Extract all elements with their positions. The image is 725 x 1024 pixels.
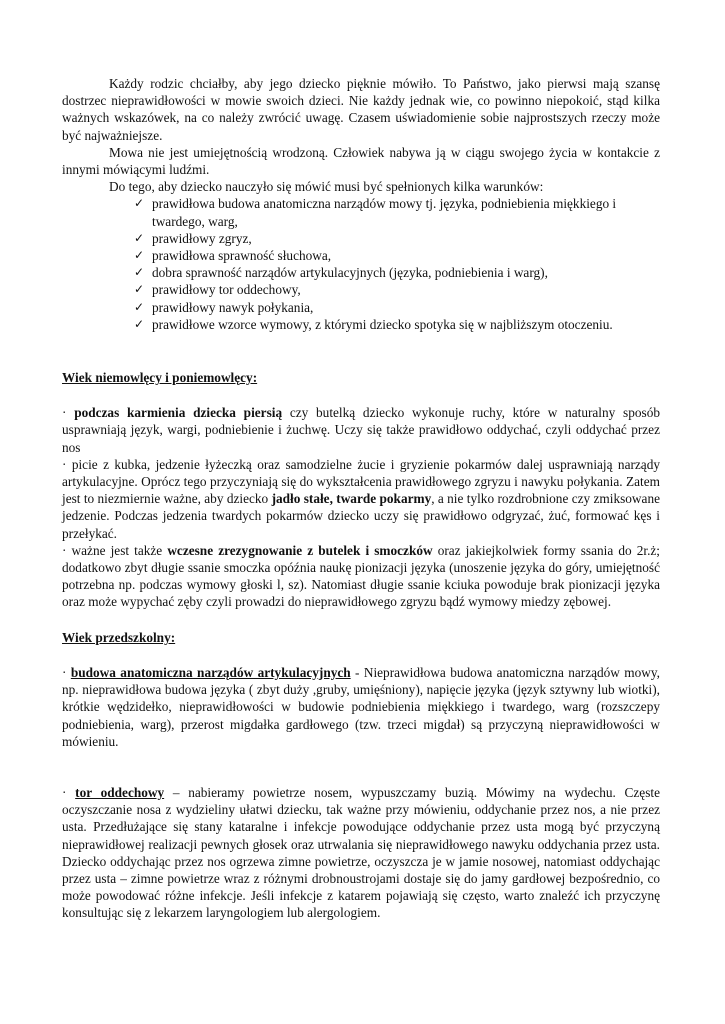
paragraph-breathing: · tor oddechowy – nabieramy powietrze nosem, wypuszczamy buzią. Mówimy na wydechu. Częste oczyszczanie nosa z wydzieliny ułatwi dziecku, tak ważne przy mówieniu, oddychanie przez nos, a nie przez usta. Przedłużające się stany kataralne i infekcje powodujące oddychanie przez usta mogą być przyczyną nieprawidłowej realizacji pewnych głosek oraz utrwalania się nieprawidłowego nawyku oddychania przez usta. Dziecko oddychając przez nos ogrzewa zimne powietrze, oczyszcza je w jamie nosowej, natomiast oddychając przez usta – zimne powietrze wraz z różnymi drobnoustrojami dostaje się do jamy gardłowej bezpośrednio, co może powodować różne infekcje. Jeśli infekcje z katarem pojawiają się często, warto znaleźć ich przyczynę konsultując się z lekarzem laryngologiem lub alergologiem.: [62, 784, 660, 921]
checkmark-icon: ✓: [134, 316, 145, 331]
checkmark-icon: ✓: [134, 265, 145, 280]
paragraph-anatomy: · budowa anatomiczna narządów artykulacyjnych - Nieprawidłowa budowa anatomiczna narządów mowy, np. nieprawidłowa budowa języka ( zbyt duży ,gruby, umięśniony), napięcie języka (język sztywny lub wiotki), krótkie wędzidełko, nieprawidłowości w budowie podniebienia miękkiego i twardego, warg (rozszczepy podniebienia, warg), przerost migdałka gardłowego (tzw. trzeci migdał) są przyczyną nieprawidłowości w mówieniu.: [62, 664, 660, 749]
list-item: ✓ prawidłowa budowa anatomiczna narządów mowy tj. języka, podniebienia miękkiego i twardego, warg,: [134, 196, 617, 229]
section-heading-infant: Wiek niemowlęcy i poniemowlęcy:: [62, 370, 258, 386]
conditions-list: [62, 195, 660, 333]
list-item: ✓ dobra sprawność narządów artykulacyjnych (języka, podniebienia i warg),: [134, 265, 548, 281]
list-item: ✓ prawidłowy tor oddechowy,: [134, 282, 301, 298]
intro-paragraph-3: Do tego, aby dziecko nauczyło się mówić musi być spełnionych kilka warunków:: [109, 179, 544, 195]
checkmark-icon: ✓: [134, 299, 145, 314]
paragraph-breastfeeding: · podczas karmienia dziecka piersią czy butelką dziecko wykonuje ruchy, które w naturalny sposób usprawniają język, wargi, podniebienie i żuchwę. Uczy się także prawidłowo oddychać, czyli oddychać przez nos: [62, 405, 660, 455]
paragraph-solid-food: · picie z kubka, jedzenie łyżeczką oraz samodzielne żucie i gryzienie pokarmów dalej usprawniają narządy artykulacyjne. Oprócz tego przyczyniają się do wykształcenia prawidłowego zgryzu i nawyku połykania. Zatem jest to niezmiernie ważne, aby dziecko jadło stałe, twarde pokarmy, a nie tylko rozdrobnione czy zmiksowane jedzenie. Podczas jedzenia twardych pokarmów dziecko uczy się prawidłowo odgryzać, żuć, formować kęs i przełykać.: [62, 456, 660, 541]
intro-paragraph-1: Każdy rodzic chciałby, aby jego dziecko pięknie mówiło. To Państwo, jako pierwsi mają szansę dostrzec nieprawidłowości w mowie swoich dzieci. Nie każdy jednak wie, co powinno niepokoić, stąd kilka ważnych wskazówek, na co należy zwrócić uwagę. Czasem uświadomienie sobie najprostszych rzeczy może być najważniejsze.: [62, 76, 660, 143]
paragraph-pacifier: · ważne jest także wczesne zrezygnowanie z butelek i smoczków oraz jakiejkolwiek formy ssania do 2r.ż; dodatkowo zbyt długie ssanie smoczka opóźnia naukę pionizacji języka (unoszenie języka do góry, umiejętność potrzebna np. podczas wymowy głoski l, sz). Natomiast długie ssanie kciuka powoduje brak pionizacji języka oraz może wypychać zęby czyli prowadzi do nieprawidłowego zgryzu bądź wymowy miedzy zębowej.: [62, 542, 660, 610]
intro-paragraph-2: Mowa nie jest umiejętnością wrodzoną. Człowiek nabywa ją w ciągu swojego życia w kontakcie z innymi mówiącymi ludźmi.: [62, 144, 660, 178]
list-item: ✓ prawidłowy zgryz,: [134, 230, 252, 246]
checkmark-icon: ✓: [134, 282, 145, 297]
checkmark-icon: ✓: [134, 248, 145, 263]
list-item: ✓ prawidłowe wzorce wymowy, z którymi dziecko spotyka się w najbliższym otoczeniu.: [134, 316, 613, 332]
document-page: [62, 75, 660, 922]
checkmark-icon: ✓: [134, 230, 145, 245]
section-heading-preschool: Wiek przedszkolny:: [62, 629, 176, 645]
list-item: ✓ prawidłowa sprawność słuchowa,: [134, 248, 332, 264]
list-item: ✓ prawidłowy nawyk połykania,: [134, 299, 314, 315]
checkmark-icon: ✓: [134, 196, 145, 211]
